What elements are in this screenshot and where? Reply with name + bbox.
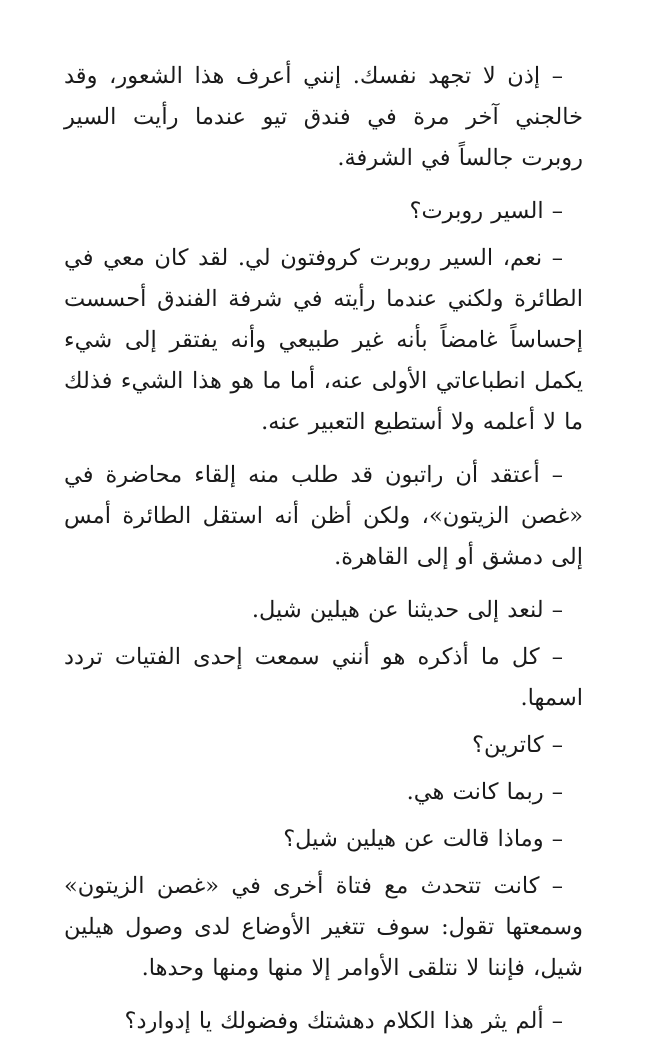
dialogue-paragraph-6 <box>64 637 583 719</box>
dialogue-text: – كانت تتحدث مع فتاة أخرى في «غصن الزيتون» وسمعتها تقول: سوف تتغير الأوضاع لدى وصول هيلين شيل، فإننا لا نتلقى الأوامر إلا منها ومنها وحدها. <box>64 873 583 981</box>
dialogue-text: – ألم يثر هذا الكلام دهشتك وفضولك يا إدوارد؟ <box>124 1008 563 1034</box>
dialogue-paragraph-7 <box>64 725 583 766</box>
dialogue-paragraph-8 <box>64 772 583 813</box>
dialogue-paragraph-1 <box>64 56 583 179</box>
dialogue-text: – ربما كانت هي. <box>406 779 563 805</box>
dialogue-text: – لنعد إلى حديثنا عن هيلين شيل. <box>251 597 563 623</box>
dialogue-paragraph-11 <box>64 1001 583 1042</box>
dialogue-text: – السير روبرت؟ <box>409 198 563 224</box>
dialogue-paragraph-9 <box>64 819 583 860</box>
dialogue-text: – أعتقد أن راتبون قد طلب منه إلقاء محاضرة في «غصن الزيتون»، ولكن أظن أنه استقل الطائرة أمس إلى دمشق أو إلى القاهرة. <box>64 462 583 570</box>
dialogue-text: – كل ما أذكره هو أنني سمعت إحدى الفتيات تردد اسمها. <box>64 644 583 711</box>
dialogue-paragraph-3 <box>64 238 583 443</box>
dialogue-text: – كاترين؟ <box>472 732 563 758</box>
book-page-text <box>64 56 583 1048</box>
dialogue-text: – وماذا قالت عن هيلين شيل؟ <box>283 826 563 852</box>
dialogue-paragraph-2 <box>64 191 583 232</box>
dialogue-paragraph-5 <box>64 590 583 631</box>
dialogue-text: – نعم، السير روبرت كروفتون لي. لقد كان معي في الطائرة ولكني عندما رأيته في شرفة الفندق أحسست إحساساً غامضاً بأنه غير طبيعي وأنه يفتقر إلى شيء يكمل انطباعاتي الأولى عنه، أما ما هو هذا الشيء فذلك ما لا أعلمه ولا أستطيع التعبير عنه. <box>64 245 583 435</box>
dialogue-text: – إذن لا تجهد نفسك. إنني أعرف هذا الشعور، وقد خالجني آخر مرة في فندق تيو عندما رأيت السير روبرت جالساً في الشرفة. <box>64 63 583 171</box>
dialogue-paragraph-10 <box>64 866 583 989</box>
dialogue-paragraph-4 <box>64 455 583 578</box>
